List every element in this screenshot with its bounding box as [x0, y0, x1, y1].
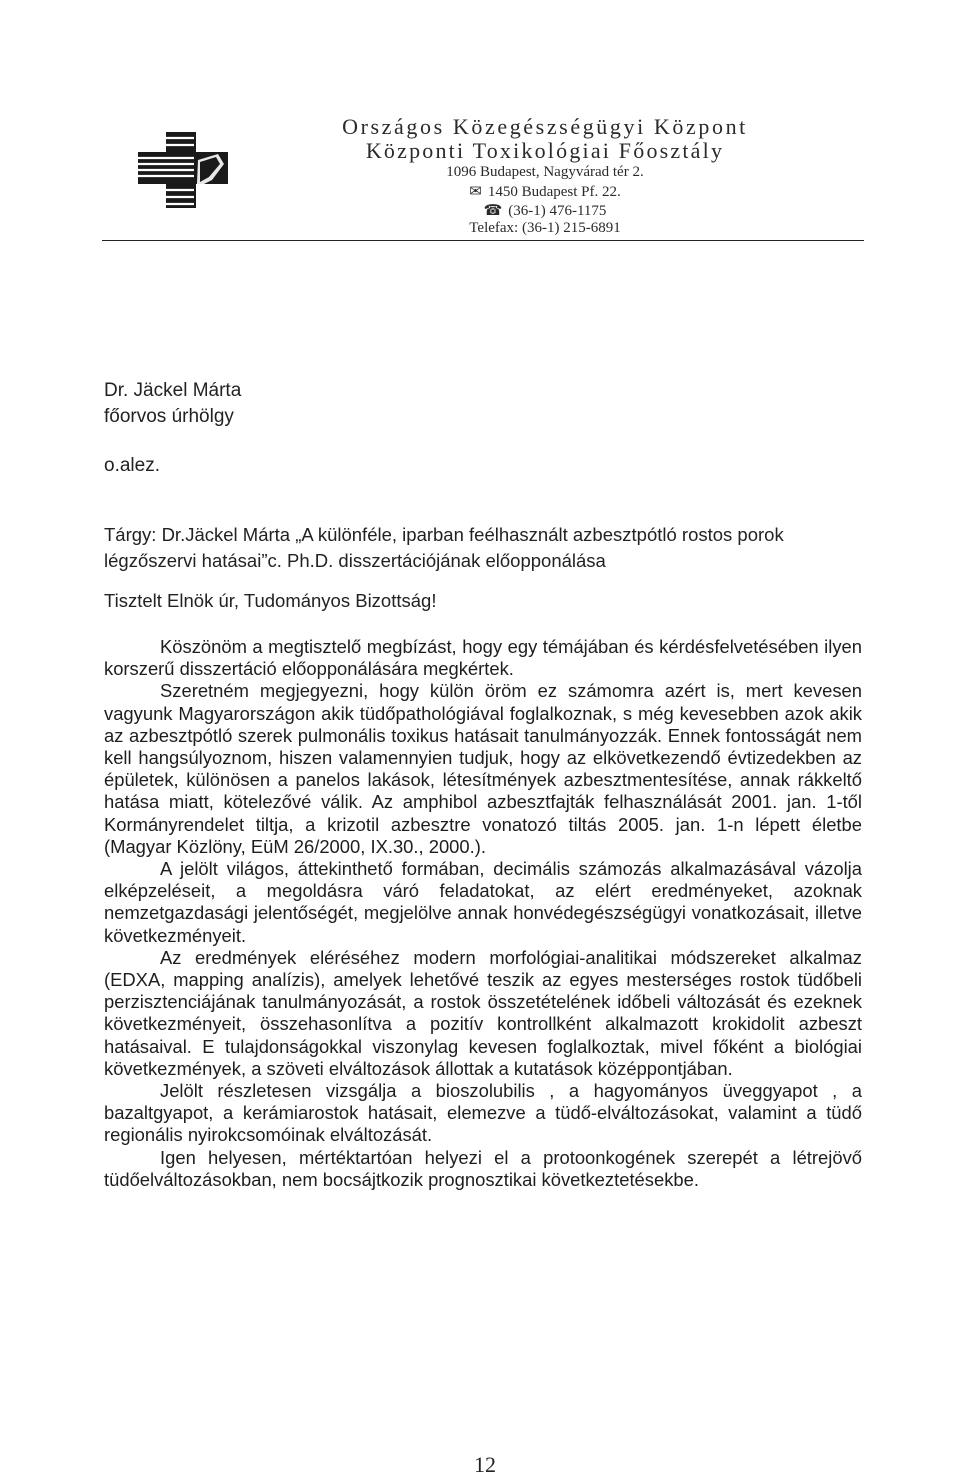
organization-name: Országos Közegészségügyi Központ	[342, 114, 748, 139]
subject-line: Tárgy: Dr.Jäckel Márta „A különféle, iparban feélhasznált azbesztpótló rostos porok légzőszervi hatásai”c. Ph.D. disszertációjának előopponálása	[104, 524, 784, 571]
letter-body	[104, 636, 862, 1191]
body-paragraph: A jelölt világos, áttekinthető formában, decimális számozás alkalmazásával vázolja elképzeléseit, a megoldásra váró feladatokat, az elért eredményeket, azoknak nemzetgazdasági jelentőségét, megjelölve annak honvédegészségügyi vonatkozásait, illetve következményeit.	[104, 858, 862, 946]
recipient-title: főorvos úrhölgy	[104, 406, 234, 427]
phone-text: (36-1) 476-1175	[508, 203, 607, 219]
fax-line: Telefax: (36-1) 215-6891	[469, 220, 621, 236]
recipient-name: Dr. Jäckel Márta	[104, 380, 242, 401]
salutation: Tisztelt Elnök úr, Tudományos Bizottság!	[104, 590, 437, 611]
envelope-icon: ✉	[469, 184, 482, 200]
institution-logo	[138, 130, 228, 210]
street-address: 1096 Budapest, Nagyvárad tér 2.	[446, 164, 644, 180]
recipient-rank: o.alez.	[104, 455, 160, 476]
body-paragraph: Jelölt részletesen vizsgálja a bioszolubilis , a hagyományos üveggyapot , a bazaltgyapot, a kerámiarostok hatásait, elemezve a tüdő-elváltozásokat, valamint a tüdő regionális nyirokcsomóinak elváltozását.	[104, 1080, 862, 1146]
page-number: 12	[474, 1452, 496, 1477]
pobox-text: 1450 Budapest Pf. 22.	[487, 184, 621, 200]
body-paragraph: Szeretném megjegyezni, hogy külön öröm ez számomra azért is, mert kevesen vagyunk Magyarországon akik tüdőpathológiával foglalkoznak, s még kevesebben azok akik az azbesztpótló szerek pulmonális toxikus hatásait tanulmányozzák. Ennek fontosságát nem kell hangsúlyoznom, hiszen valamennyien tudjuk, hogy az elkövetkezendő évtizedekben az épületek, különösen a panelos lakások, létesítmények azbesztmentesítése, annak rákkeltő hatása miatt, kötelezővé válik. Az amphibol azbesztfajták felhasználását 2001. jan. 1-től Kormányrendelet tiltja, a krizotil azbesztre vonatozó tiltás 2005. jan. 1-n lépett életbe (Magyar Közlöny, EüM 26/2000, IX.30., 2000.).	[104, 680, 862, 857]
body-paragraph: Az eredmények eléréséhez modern morfológiai-analitikai módszereket alkalmaz (EDXA, mapping analízis), amelyek lehetővé teszik az egyes mesterséges rostok tüdőbeli perzisztenciájának tanulmányozását, a rostok összetételének időbeli változását és ezeknek következményeit, összehasonlítva a pozitív kontrollként alkalmazott krokidolit azbeszt hatásaival. E tulajdonságokkal viszonylag kevesen foglalkoztak, mivel főként a biológiai következmények, a szöveti elváltozások állottak a kutatások középpontjában.	[104, 946, 862, 1079]
pobox-line	[230, 182, 860, 201]
telephone-icon: ☎	[483, 203, 503, 219]
header-divider	[102, 240, 864, 241]
department-name: Központi Toxikológiai Főosztály	[365, 138, 725, 163]
phone-line	[230, 201, 860, 220]
body-paragraph: Köszönöm a megtisztelő megbízást, hogy egy témájában és kérdésfelvetésében ilyen korszerű disszertáció előopponálására megkértek.	[104, 636, 862, 680]
body-paragraph: Igen helyesen, mértéktartóan helyezi el a protoonkogének szerepét a létrejövő tüdőelváltozásokban, nem bocsájtkozik prognosztikai következtetésekbe.	[104, 1146, 862, 1190]
